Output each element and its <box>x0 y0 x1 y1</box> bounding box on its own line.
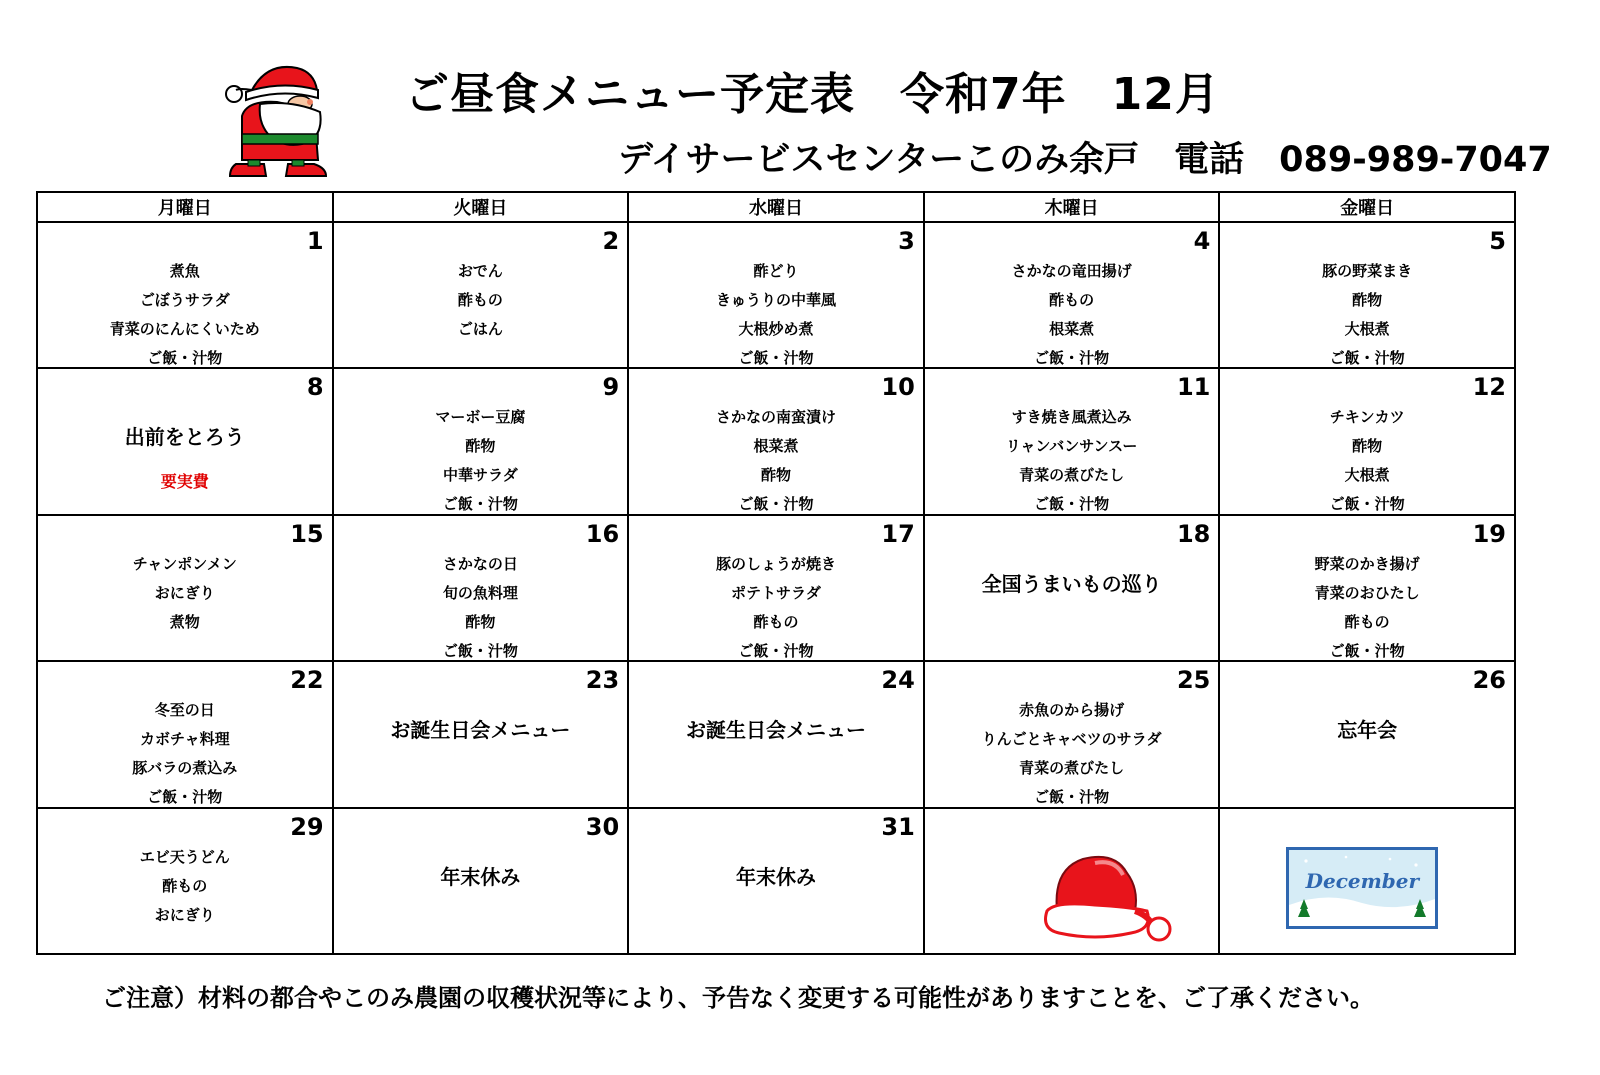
menu-item: ご飯・汁物 <box>442 495 518 514</box>
day-number: 10 <box>881 373 915 402</box>
menu-item: 青菜の煮びたし <box>1019 759 1125 778</box>
weekday-header-row <box>37 192 1515 222</box>
calendar-day-cell <box>924 661 1220 807</box>
calendar-day-cell <box>628 368 924 514</box>
menu-items <box>38 550 332 637</box>
menu-items <box>38 843 332 930</box>
menu-item: 冬至の日 <box>154 701 215 720</box>
menu-item: ご飯・汁物 <box>1034 495 1110 514</box>
calendar-day-cell <box>37 515 333 661</box>
menu-item: マーボー豆腐 <box>435 408 526 427</box>
weekday-friday: 金曜日 <box>1219 192 1515 222</box>
special-event: 忘年会 <box>1337 718 1398 743</box>
calendar-day-cell <box>628 661 924 807</box>
calendar-day-cell <box>333 515 629 661</box>
menu-items <box>925 696 1219 812</box>
day-number: 18 <box>1176 519 1211 548</box>
day-number: 11 <box>1176 373 1211 402</box>
menu-item: ご飯・汁物 <box>738 349 814 367</box>
menu-item: 酢物 <box>760 466 791 485</box>
menu-item: 青菜の煮びたし <box>1019 466 1125 485</box>
menu-item: おでん <box>457 262 503 280</box>
calendar-day-cell <box>333 368 629 514</box>
menu-item: エビ天うどん <box>139 847 230 866</box>
menu-item: 酢もの <box>753 612 799 631</box>
menu-items <box>38 696 332 812</box>
menu-item: チャンポンメン <box>132 554 237 573</box>
menu-item: ご飯・汁物 <box>1329 495 1405 514</box>
calendar-day-cell <box>333 808 629 954</box>
menu-item: さかなの竜田揚げ <box>1011 262 1132 280</box>
calendar-week-row <box>37 515 1515 661</box>
day-number: 9 <box>602 373 620 402</box>
calendar-day-cell <box>628 808 924 954</box>
menu-item: おにぎり <box>154 583 215 602</box>
menu-item: ご飯・汁物 <box>442 641 518 660</box>
menu-item: 酢物 <box>1352 291 1383 309</box>
menu-item: 根菜煮 <box>1049 320 1095 338</box>
santa-hat-icon <box>1035 849 1175 944</box>
day-number: 26 <box>1472 666 1506 695</box>
menu-item: 野菜のかき揚げ <box>1314 554 1420 573</box>
menu-item: ご飯・汁物 <box>147 349 223 367</box>
menu-item: 豚バラの煮込み <box>132 759 238 778</box>
menu-items <box>629 550 923 666</box>
menu-items <box>334 550 628 666</box>
menu-items <box>629 403 923 519</box>
december-card-text: December <box>1305 868 1420 893</box>
day-number: 29 <box>290 812 324 841</box>
calendar-day-cell <box>37 368 333 514</box>
day-number: 31 <box>881 812 915 841</box>
menu-items <box>1220 550 1514 666</box>
menu-item: ご飯・汁物 <box>738 641 814 660</box>
menu-item: 酢物 <box>465 612 496 631</box>
menu-item: 大根煮 <box>1344 320 1390 338</box>
menu-item: 酢もの <box>457 291 503 309</box>
menu-items <box>925 257 1219 373</box>
calendar-day-cell <box>37 808 333 954</box>
menu-item: すき焼き風煮込み <box>1011 408 1132 427</box>
day-number: 24 <box>881 666 915 695</box>
menu-item: ご飯・汁物 <box>1329 349 1405 367</box>
day-number: 1 <box>306 227 324 255</box>
menu-items <box>1220 257 1514 373</box>
calendar-day-cell <box>628 515 924 661</box>
day-number: 5 <box>1489 227 1506 255</box>
day-number: 19 <box>1472 519 1506 548</box>
calendar-day-cell <box>924 222 1220 368</box>
calendar-day-cell <box>924 368 1220 514</box>
calendar-day-cell <box>37 222 333 368</box>
menu-item: 中華サラダ <box>442 466 518 485</box>
day-number: 22 <box>290 666 324 695</box>
menu-item: りんごとキャベツのサラダ <box>981 730 1162 749</box>
menu-item: 酢どり <box>753 262 799 280</box>
special-event: 年末休み <box>440 864 521 889</box>
menu-item: おにぎり <box>154 905 215 924</box>
menu-item: ごぼうサラダ <box>139 291 230 309</box>
menu-item: ご飯・汁物 <box>147 788 223 807</box>
menu-item: ごはん <box>457 320 503 338</box>
day-number: 30 <box>585 812 620 841</box>
menu-item: 煮魚 <box>169 262 200 280</box>
day-number: 3 <box>898 227 915 255</box>
menu-item: きゅうりの中華風 <box>715 291 836 309</box>
special-event: 全国うまいもの巡り <box>981 571 1162 596</box>
menu-item: ご飯・汁物 <box>1034 349 1110 367</box>
weekday-thursday: 木曜日 <box>924 192 1220 222</box>
menu-item: 酢物 <box>465 437 496 456</box>
menu-item: カボチャ料理 <box>140 730 230 749</box>
day-number: 4 <box>1193 227 1211 255</box>
calendar-day-cell <box>1219 808 1515 954</box>
menu-items <box>334 403 628 519</box>
menu-item: 酢物 <box>1352 437 1383 456</box>
calendar-week-row <box>37 808 1515 954</box>
menu-items <box>925 403 1219 519</box>
weekday-monday: 月曜日 <box>37 192 333 222</box>
notice-text: ご注意）材料の都合やこのみ農園の収穫状況等により、予告なく変更する可能性がありますことを、ご了承ください。 <box>102 984 1374 1012</box>
page-title: ご昼食メニュー予定表 令和7年 12月 <box>405 69 1220 120</box>
calendar-day-cell <box>924 515 1220 661</box>
day-number: 16 <box>585 519 620 548</box>
menu-item: 酢もの <box>162 876 208 895</box>
menu-items <box>1220 403 1514 519</box>
cost-note: 要実費 <box>160 472 209 492</box>
menu-item: 酢もの <box>1344 612 1390 631</box>
weekday-wednesday: 水曜日 <box>628 192 924 222</box>
menu-item: 豚の野菜まき <box>1322 262 1413 280</box>
menu-item: 青菜のにんにくいため <box>109 320 260 338</box>
calendar-day-cell <box>37 661 333 807</box>
calendar-day-cell <box>924 808 1220 954</box>
day-number: 8 <box>306 373 324 402</box>
calendar-week-row <box>37 661 1515 807</box>
calendar-day-cell <box>1219 515 1515 661</box>
special-event: お誕生日会メニュー <box>390 718 571 743</box>
menu-calendar <box>36 191 1516 955</box>
menu-item: 酢もの <box>1049 291 1095 309</box>
day-number: 12 <box>1472 373 1506 402</box>
day-number: 17 <box>881 519 915 548</box>
menu-item: ご飯・汁物 <box>1329 641 1405 660</box>
menu-item: ご飯・汁物 <box>738 495 814 514</box>
santa-icon <box>222 60 337 180</box>
day-number: 23 <box>585 666 620 695</box>
menu-item: 旬の魚料理 <box>442 583 518 602</box>
facility-contact: デイサービスセンターこのみ余戸 電話 089-989-7047 <box>618 140 1552 180</box>
special-event: 出前をとろう <box>124 425 245 450</box>
special-event: お誕生日会メニュー <box>685 718 866 743</box>
calendar-day-cell <box>1219 368 1515 514</box>
menu-item: さかなの日 <box>442 554 518 573</box>
calendar-day-cell <box>333 661 629 807</box>
day-number: 2 <box>602 227 620 255</box>
calendar-week-row <box>37 368 1515 514</box>
calendar-day-cell <box>333 222 629 368</box>
calendar-day-cell <box>1219 222 1515 368</box>
december-card <box>1286 847 1438 929</box>
special-event: 年末休み <box>735 864 816 889</box>
menu-item: 青菜のおひたし <box>1314 583 1420 602</box>
menu-item: 煮物 <box>169 612 200 631</box>
menu-items <box>38 257 332 373</box>
menu-item: ポテトサラダ <box>731 583 821 602</box>
menu-item: 豚のしょうが焼き <box>715 554 836 573</box>
day-number: 15 <box>290 519 324 548</box>
menu-items <box>629 257 923 373</box>
weekday-tuesday: 火曜日 <box>333 192 629 222</box>
day-number: 25 <box>1176 666 1211 695</box>
menu-item: 赤魚のから揚げ <box>1019 701 1125 720</box>
menu-item: 大根炒め煮 <box>738 320 814 338</box>
menu-item: 根菜煮 <box>753 437 799 456</box>
menu-items <box>334 257 628 344</box>
menu-item: ご飯・汁物 <box>1034 788 1110 807</box>
menu-item: リャンバンサンスー <box>1005 437 1138 456</box>
menu-item: さかなの南蛮漬け <box>715 408 836 427</box>
calendar-day-cell <box>628 222 924 368</box>
menu-item: チキンカツ <box>1329 408 1405 427</box>
menu-item: 大根煮 <box>1344 466 1390 485</box>
calendar-day-cell <box>1219 661 1515 807</box>
calendar-week-row <box>37 222 1515 368</box>
